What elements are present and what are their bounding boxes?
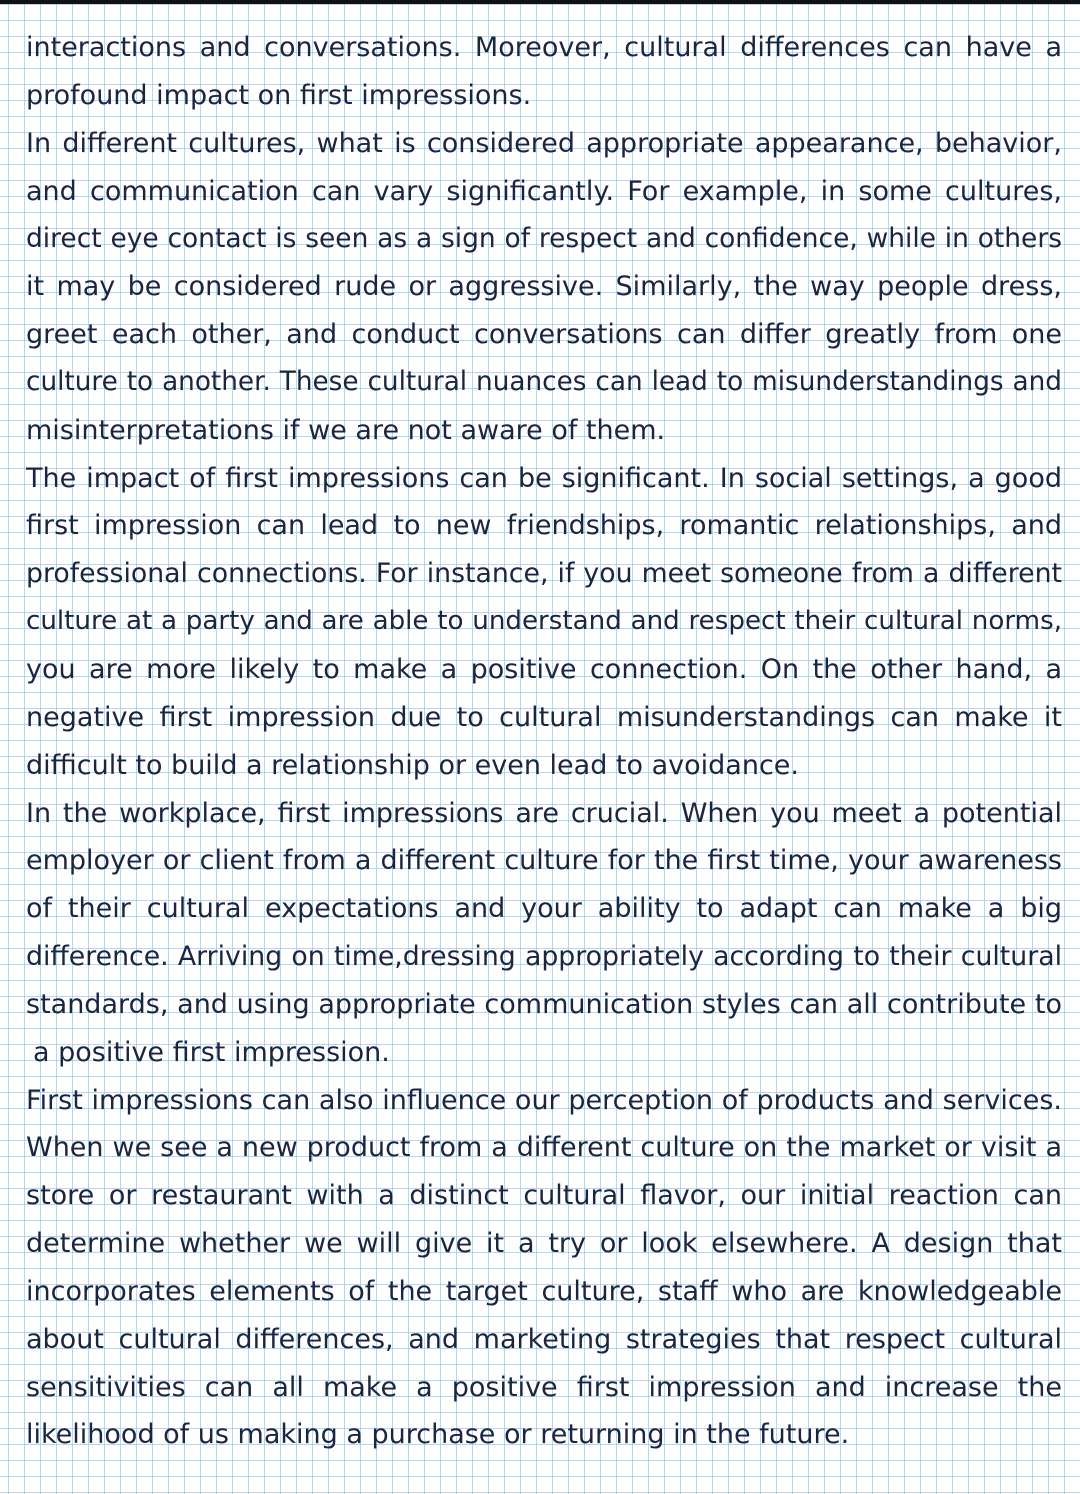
text-line: The impact of first impressions can be significant. In social settings, a good xyxy=(26,462,1062,494)
grid-paper-sheet xyxy=(0,4,1080,1494)
text-line: about cultural differences, and marketing strategies that respect cultural xyxy=(26,1323,1062,1355)
text-line: In different cultures, what is considered appropriate appearance, behavior, xyxy=(26,127,1062,159)
text-line: you are more likely to make a positive connection. On the other hand, a xyxy=(26,653,1062,685)
text-line: difference. Arriving on time,dressing appropriately according to their cultural xyxy=(26,941,1062,973)
text-line: professional connections. For instance, if you meet someone from a different xyxy=(26,558,1062,590)
text-line: a positive first impression. xyxy=(33,1036,390,1068)
text-line: determine whether we will give it a try or look elsewhere. A design that xyxy=(26,1228,1062,1260)
text-line: culture at a party and are able to understand and respect their cultural norms, xyxy=(26,606,1062,637)
text-line: misinterpretations if we are not aware of them. xyxy=(26,414,666,446)
text-line: difficult to build a relationship or even lead to avoidance. xyxy=(26,749,799,781)
text-line: sensitivities can all make a positive first impression and increase the xyxy=(26,1371,1062,1403)
text-line: first impression can lead to new friendships, romantic relationships, and xyxy=(26,510,1062,542)
text-line: of their cultural expectations and your ability to adapt can make a big xyxy=(26,893,1062,925)
text-line: interactions and conversations. Moreover, cultural differences can have a xyxy=(26,32,1062,63)
text-line: First impressions can also influence our perception of products and services. xyxy=(26,1084,1062,1116)
text-line: standards, and using appropriate communication styles can all contribute to xyxy=(26,988,1062,1020)
document-text xyxy=(26,24,1062,1459)
text-line: culture to another. These cultural nuances can lead to misunderstandings and xyxy=(26,366,1062,397)
text-line: it may be considered rude or aggressive. Similarly, the way people dress, xyxy=(26,271,1062,303)
text-line: incorporates elements of the target culture, staff who are knowledgeable xyxy=(26,1275,1062,1307)
text-line: When we see a new product from a different culture on the market or visit a xyxy=(26,1132,1062,1164)
text-line: profound impact on first impressions. xyxy=(26,79,532,111)
text-line: and communication can vary significantly. For example, in some cultures, xyxy=(26,175,1062,207)
text-line: In the workplace, first impressions are crucial. When you meet a potential xyxy=(26,797,1062,829)
text-line: likelihood of us making a purchase or returning in the future. xyxy=(26,1419,850,1451)
text-line: greet each other, and conduct conversations can differ greatly from one xyxy=(26,319,1062,351)
text-line: direct eye contact is seen as a sign of respect and confidence, while in others xyxy=(26,223,1062,255)
text-line: negative first impression due to cultural misunderstandings can make it xyxy=(26,701,1062,733)
text-line: employer or client from a different culture for the first time, your awareness xyxy=(26,845,1062,877)
text-line: store or restaurant with a distinct cultural flavor, our initial reaction can xyxy=(26,1180,1062,1212)
